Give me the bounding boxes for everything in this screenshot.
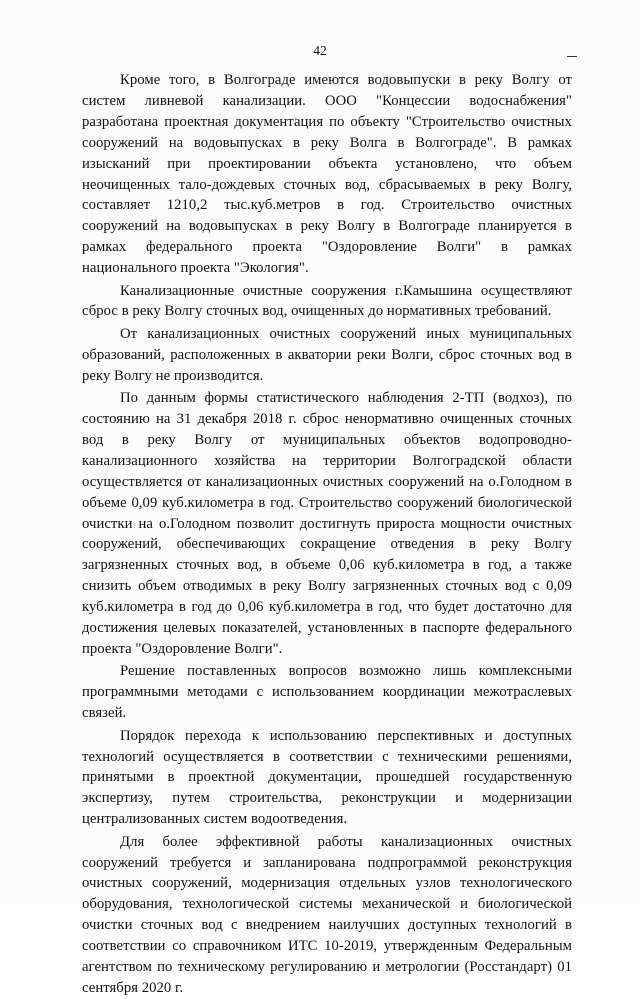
paragraph-kamyshin-treatment: Канализационные очистные сооружения г.Камышина осуществляют сброс в реку Волгу сточных вод, очищенных до нормативных требований. <box>82 282 572 320</box>
page-number: 42 <box>313 43 327 58</box>
paragraph-reconstruction-its: Для более эффективной работы канализационных очистных сооружений требуется и запланирована подпрограммой реконструкция очистных сооружений, модернизация отдельных узлов технологического оборудования, технологической системы механической и биологической очистки сточных вод с внедрением наилучших доступных технологий в соответствии со справочником ИТС 10-2019, утвержденным Федеральным агентством по техническому регулированию и метрологии (Росстандарт) 01 сентября 2020 г. <box>82 833 572 996</box>
paragraph-2tp-statistics: По данным формы статистического наблюдения 2-ТП (водхоз), по состоянию на 31 декабря 2018 г. сброс ненормативно очищенных сточных вод в реку Волгу от муниципальных объектов водопроводно-канализационного хозяйства на территории Волгоградской области осуществляется от канализационных очистных сооружений на о.Голодном в объеме 0,09 куб.километра в год. Строительство сооружений биологической очистки на о.Голодном позволит достигнуть прироста мощности очистных сооружений, обеспечивающих сокращение отведения в реку Волгу загрязненных сточных вод, в объеме 0,06 куб.километра в год, а также снизить объем отводимых в реку Волгу загрязненных сточных вод с 0,09 куб.километра в год до 0,06 куб.километра в год, что будет достаточно для достижения целевых показателей, установленных в паспорте федерального проекта "Оздоровление Волги". <box>82 390 572 657</box>
paragraph-comprehensive-solution: Решение поставленных вопросов возможно лишь комплексными программными методами с использованием координации межотраслевых связей. <box>82 663 572 722</box>
paragraph-volgograd-storm-outlets: Кроме того, в Волгограде имеются водовыпуски в реку Волгу от систем ливневой канализации. ООО "Концессии водоснабжения" разработана проектная документация по объекту "Строительство очистных сооружений на водовыпусках в реку Волга в Волгограде". В рамках изысканий при проектировании объекта установлено, что объем неочищенных тало-дождевых сточных вод, сбрасываемых в реку Волгу, составляет 1210,2 тыс.куб.метров в год. Строительство очистных сооружений на водовыпусках в реку Волгу в Волгограде планируется в рамках федерального проекта "Оздоровление Волги" в рамках национального проекта "Экология". <box>82 72 572 277</box>
corner-mark <box>567 56 577 57</box>
document-body <box>82 70 572 999</box>
paragraph-other-municipalities: От канализационных очистных сооружений иных муниципальных образований, расположенных в акватории реки Волги, сброс сточных вод в реку Волгу не производится. <box>82 325 572 384</box>
paragraph-best-technologies: Порядок перехода к использованию перспективных и доступных технологий осуществляется в соответствии с техническими решениями, принятыми в проектной документации, прошедшей государственную экспертизу, путем строительства, реконструкции и модернизации централизованных систем водоотведения. <box>82 727 572 828</box>
